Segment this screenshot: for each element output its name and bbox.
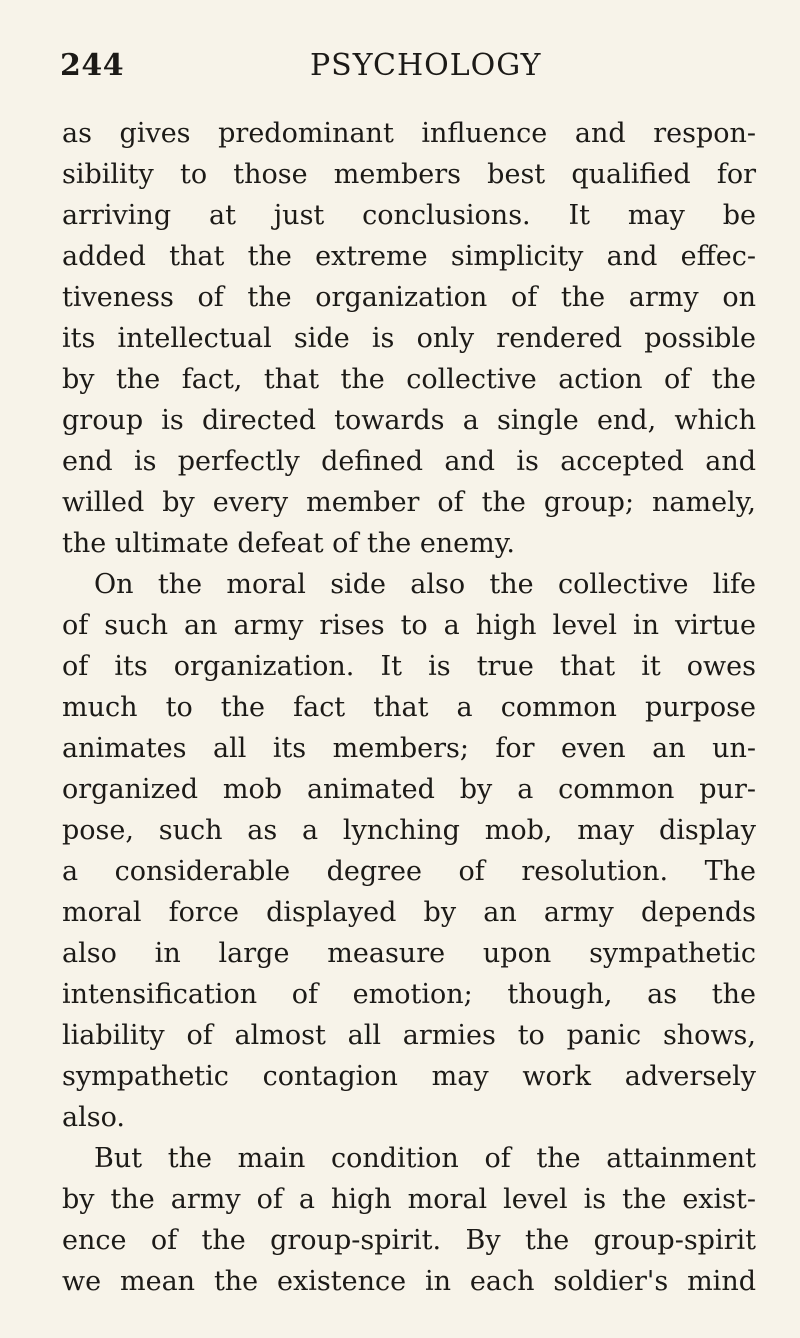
text-line: by the fact, that the collective action of the: [62, 364, 756, 395]
text-line: group is directed towards a single end, which: [62, 405, 756, 436]
page-number: 244: [60, 48, 125, 83]
text-line: of such an army rises to a high level in virtue: [62, 610, 756, 641]
text-line: organized mob animated by a common pur-: [62, 774, 756, 805]
text-line: pose, such as a lynching mob, may display: [62, 815, 756, 846]
text-line: its intellectual side is only rendered possible: [62, 323, 756, 354]
text-line: much to the fact that a common purpose: [62, 692, 756, 723]
text-line: also in large measure upon sympathetic: [62, 938, 756, 969]
text-line: by the army of a high moral level is the exist-: [62, 1184, 756, 1215]
text-line: But the main condition of the attainment: [94, 1143, 756, 1174]
text-line: as gives predominant influence and respon-: [62, 118, 756, 149]
text-line: liability of almost all armies to panic shows,: [62, 1020, 756, 1051]
page-header: [60, 48, 760, 92]
text-line: tiveness of the organization of the army on: [62, 282, 756, 313]
text-line: moral force displayed by an army depends: [62, 897, 756, 928]
text-line: a considerable degree of resolution. The: [62, 856, 756, 887]
text-line: sibility to those members best qualified for: [62, 159, 756, 190]
text-line: ence of the group-spirit. By the group-spirit: [62, 1225, 756, 1256]
text-line: On the moral side also the collective life: [94, 569, 756, 600]
text-line: arriving at just conclusions. It may be: [62, 200, 756, 231]
text-line: of its organization. It is true that it owes: [62, 651, 756, 682]
text-line: intensification of emotion; though, as the: [62, 979, 756, 1010]
body-text: [62, 113, 756, 1302]
text-line: the ultimate defeat of the enemy.: [62, 528, 516, 559]
text-line: also.: [62, 1102, 125, 1133]
running-head: PSYCHOLOGY: [310, 48, 542, 83]
text-line: added that the extreme simplicity and effec-: [62, 241, 756, 272]
text-line: animates all its members; for even an un-: [62, 733, 756, 764]
text-line: we mean the existence in each soldier's mind: [62, 1266, 756, 1297]
text-line: willed by every member of the group; namely,: [62, 487, 756, 518]
text-line: sympathetic contagion may work adversely: [62, 1061, 756, 1092]
text-line: end is perfectly defined and is accepted and: [62, 446, 756, 477]
